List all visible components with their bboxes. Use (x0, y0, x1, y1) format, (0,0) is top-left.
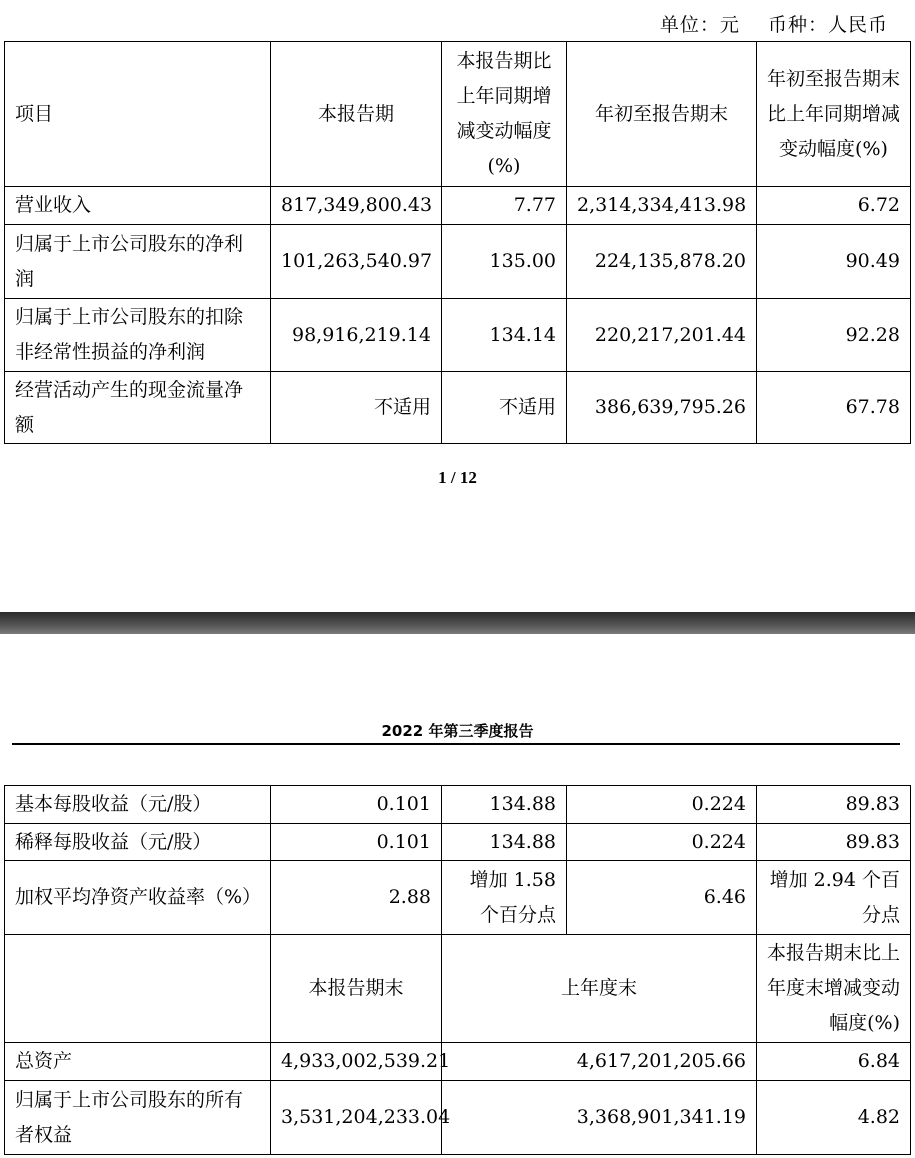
cell-value: 101,263,540.97 (271, 225, 442, 299)
cell-value: 3,368,901,341.19 (442, 1081, 757, 1155)
row-label: 基本每股收益（元/股） (5, 786, 271, 824)
cell-value: 134.14 (442, 299, 567, 372)
cell-value: 6.84 (757, 1043, 911, 1081)
subheader-item (5, 935, 271, 1043)
cell-value: 不适用 (271, 372, 442, 444)
row-label: 营业收入 (5, 187, 271, 225)
table-row (5, 1081, 911, 1155)
cell-value: 67.78 (757, 372, 911, 444)
cell-value: 6.72 (757, 187, 911, 225)
cell-value: 224,135,878.20 (567, 225, 757, 299)
report-title: 2022 年第三季度报告 (381, 722, 534, 740)
cell-value: 134.88 (442, 824, 567, 861)
cell-value: 89.83 (757, 824, 911, 861)
header-ytd-change: 年初至报告期末比上年同期增减变动幅度(%) (757, 42, 911, 187)
cell-value: 98,916,219.14 (271, 299, 442, 372)
cell-value: 817,349,800.43 (271, 187, 442, 225)
table-row (5, 372, 911, 444)
row-label: 归属于上市公司股东的所有者权益 (5, 1081, 271, 1155)
table-row (5, 187, 911, 225)
financial-summary-table (4, 41, 911, 444)
cell-value: 89.83 (757, 786, 911, 824)
table-row (5, 824, 911, 861)
table-row (5, 1043, 911, 1081)
cell-value: 不适用 (442, 372, 567, 444)
cell-value: 6.46 (567, 861, 757, 935)
cell-value: 7.77 (442, 187, 567, 225)
cell-value: 386,639,795.26 (567, 372, 757, 444)
cell-value: 2.88 (271, 861, 442, 935)
row-label: 归属于上市公司股东的净利润 (5, 225, 271, 299)
cell-value: 4,933,002,539.21 (271, 1043, 442, 1081)
subheader-change: 本报告期末比上年度末增减变动幅度(%) (757, 935, 911, 1043)
subheader-period-end: 本报告期末 (271, 935, 442, 1043)
cell-value: 增加 1.58 个百分点 (442, 861, 567, 935)
table-header-row (5, 42, 911, 187)
cell-value: 0.101 (271, 824, 442, 861)
unit-currency-line: 单位：元 币种：人民币 (659, 14, 888, 36)
row-label: 总资产 (5, 1043, 271, 1081)
cell-value: 3,531,204,233.04 (271, 1081, 442, 1155)
table-subheader-row (5, 935, 911, 1043)
subheader-prior-year-end: 上年度末 (442, 935, 757, 1043)
page-separator (0, 612, 915, 634)
cell-value: 0.101 (271, 786, 442, 824)
cell-value: 90.49 (757, 225, 911, 299)
row-label: 稀释每股收益（元/股） (5, 824, 271, 861)
cell-value: 220,217,201.44 (567, 299, 757, 372)
header-ytd: 年初至报告期末 (567, 42, 757, 187)
table-row (5, 861, 911, 935)
header-current-period: 本报告期 (271, 42, 442, 187)
row-label: 经营活动产生的现金流量净额 (5, 372, 271, 444)
row-label: 归属于上市公司股东的扣除非经常性损益的净利润 (5, 299, 271, 372)
cell-value: 134.88 (442, 786, 567, 824)
cell-value: 2,314,334,413.98 (567, 187, 757, 225)
table-row (5, 225, 911, 299)
table-row (5, 786, 911, 824)
page-number: 1 / 12 (438, 468, 477, 487)
cell-value: 4,617,201,205.66 (442, 1043, 757, 1081)
cell-value: 92.28 (757, 299, 911, 372)
table-row (5, 299, 911, 372)
row-label: 加权平均净资产收益率（%） (5, 861, 271, 935)
cell-value: 135.00 (442, 225, 567, 299)
cell-value: 4.82 (757, 1081, 911, 1155)
cell-value: 0.224 (567, 786, 757, 824)
title-divider (12, 743, 900, 745)
header-item: 项目 (5, 42, 271, 187)
per-share-and-assets-table (4, 785, 911, 1155)
header-current-period-change: 本报告期比上年同期增减变动幅度(%) (442, 42, 567, 187)
cell-value: 增加 2.94 个百分点 (757, 861, 911, 935)
cell-value: 0.224 (567, 824, 757, 861)
